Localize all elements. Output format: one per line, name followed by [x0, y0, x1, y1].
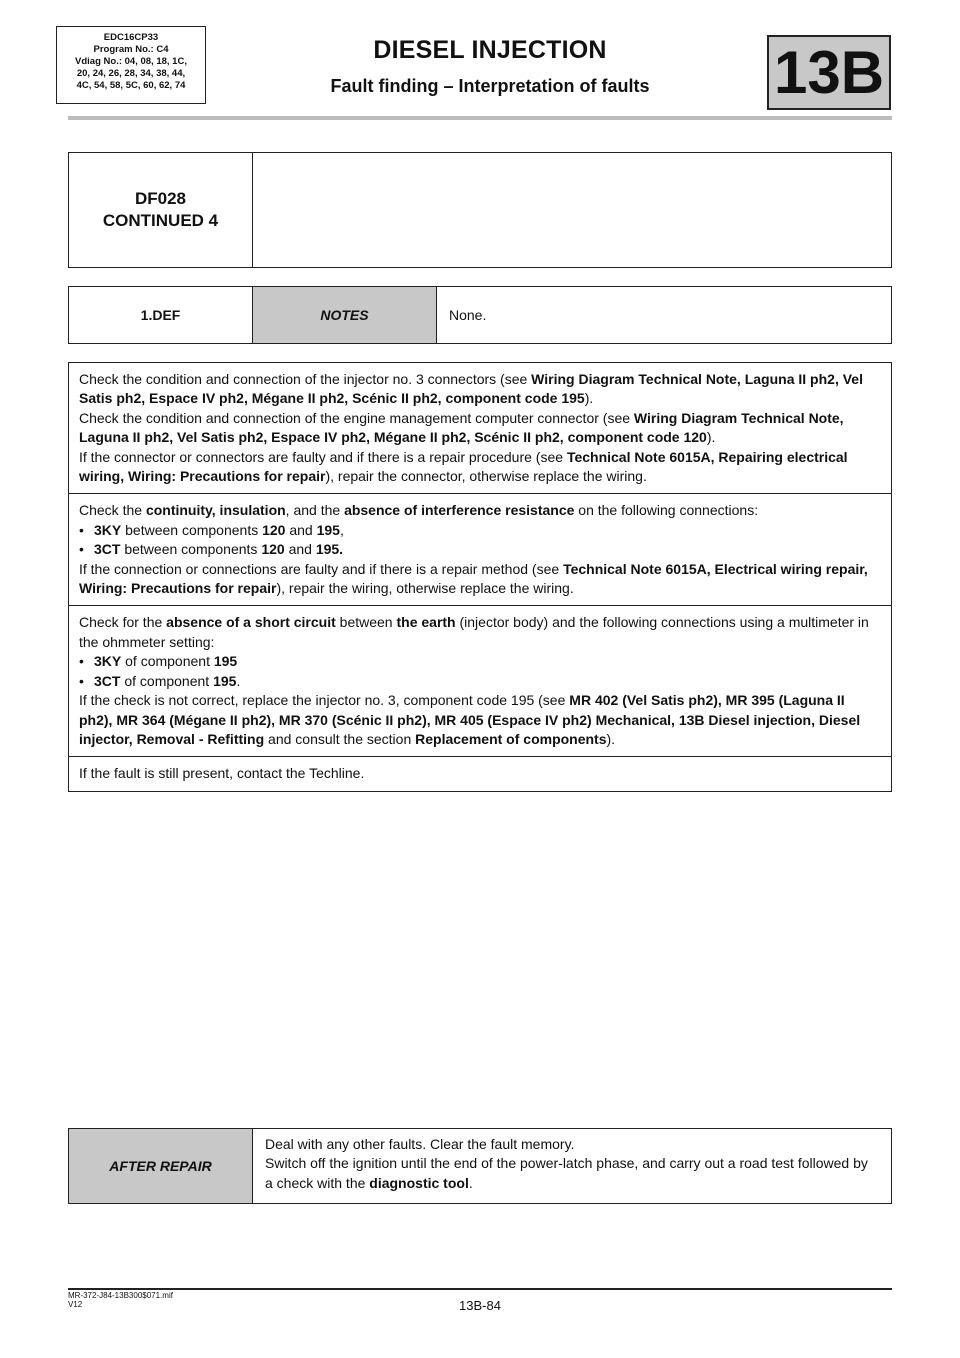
bold-text: MR 402 (Vel Satis ph2), MR 395 (Laguna II ph2), MR 364 (Mégane II ph2), MR 370 (Scénic II ph2), MR 405 (Espace IV ph2) Mechanical, 13B Diesel injection, Diesel injector, Removal - Refitting — [79, 692, 861, 747]
text-run: Check for the — [79, 614, 167, 631]
text-run: (injector body) and the following connections using a multimeter in the ohmmeter setting: — [79, 614, 869, 650]
bold-text: absence of interference resistance — [344, 502, 575, 519]
spec-line: Vdiag No.: 04, 08, 18, 1C, — [75, 56, 187, 67]
text-run: . — [236, 672, 241, 689]
text-run: between components — [121, 521, 263, 538]
fault-code: DF028 — [134, 189, 187, 208]
bullet-icon: • — [79, 653, 84, 670]
text-run: Switch off the ignition until the end of the power-latch phase, and carry out a road test followed by a check with the — [265, 1155, 868, 1191]
page-number: 13B-84 — [459, 1298, 501, 1313]
bold-text: absence of a short circuit — [166, 614, 336, 631]
text-run: If the connector or connectors are faulty and if there is a repair procedure (see — [79, 448, 567, 465]
notes-label: NOTES — [253, 287, 437, 343]
bold-text: 195 — [213, 672, 237, 689]
short-circuit-check-section — [69, 606, 891, 757]
text-run: between — [335, 614, 397, 631]
bold-text: 3CT — [94, 541, 121, 558]
text-run: Deal with any other faults. Clear the fault memory. — [265, 1136, 575, 1152]
fault-code-cell — [69, 153, 253, 267]
after-repair-text — [253, 1129, 891, 1203]
text-run: and — [285, 521, 317, 538]
text-run: ). — [584, 390, 594, 407]
list-item — [79, 672, 881, 691]
bold-text: 120 — [261, 541, 285, 558]
header-divider — [68, 116, 892, 120]
fault-code-box — [68, 152, 892, 268]
list-item — [79, 652, 881, 671]
text-run: Check the condition and connection of the injector no. 3 connectors (see — [79, 371, 532, 387]
footer-divider — [68, 1288, 892, 1290]
rich-text — [79, 691, 881, 749]
fault-state: 1.DEF — [69, 287, 253, 343]
list-item — [79, 521, 881, 540]
text-run: ). — [606, 730, 616, 747]
rich-text — [94, 540, 343, 559]
text-run: , — [339, 521, 344, 538]
text-run: ), repair the wiring, otherwise replace the wiring. — [276, 580, 574, 597]
bullet-icon: • — [79, 521, 84, 538]
text-run: Check the — [79, 502, 146, 519]
spec-line: Program No.: C4 — [93, 44, 169, 55]
bold-text: continuity, insulation — [145, 502, 286, 519]
continuity-check-section — [69, 494, 891, 606]
bold-text: 3CT — [94, 672, 121, 689]
page-subtitle: Fault finding – Interpretation of faults — [330, 76, 650, 96]
text-run: and consult the section — [264, 730, 416, 747]
bold-text: 3KY — [94, 653, 122, 670]
text-run: ), repair the connector, otherwise replace the wiring. — [325, 468, 647, 485]
techline-section — [69, 757, 891, 790]
footer-version: V12 — [68, 1300, 83, 1309]
notes-value: None. — [449, 307, 487, 323]
page-title: DIESEL INJECTION — [373, 36, 607, 64]
spec-line: EDC16CP33 — [103, 32, 159, 43]
bold-text: Wiring Diagram Technical Note, Laguna II ph2, Vel Satis ph2, Espace IV ph2, Mégane II ph2, Scénic II ph2, component code 120 — [79, 409, 844, 446]
text-run: If the check is not correct, replace the injector no. 3, component code 195 (see — [79, 692, 570, 709]
bold-text: diagnostic tool — [369, 1174, 469, 1191]
text-run: of component — [121, 653, 214, 670]
footer-reference — [68, 1291, 173, 1309]
rich-text — [94, 521, 344, 540]
bullet-icon: • — [79, 541, 84, 558]
notes-row — [68, 286, 892, 344]
procedure-table — [68, 362, 892, 792]
rich-text — [94, 652, 237, 671]
text-run: on the following connections: — [574, 502, 759, 519]
after-repair-box — [68, 1128, 892, 1204]
footer-file-ref: MR-372-J84-13B300$071.mif — [68, 1291, 173, 1300]
text-run: between components — [120, 541, 262, 558]
bold-text: the earth — [396, 614, 456, 631]
bullet-icon: • — [79, 672, 84, 689]
after-repair-label: AFTER REPAIR — [69, 1129, 253, 1203]
rich-text — [265, 1154, 879, 1193]
bold-text: Replacement of components — [415, 730, 607, 747]
text-run: If the connection or connections are faulty and if there is a repair method (see — [79, 560, 564, 577]
bold-text: 3KY — [94, 521, 122, 538]
text-run: Check the condition and connection of the engine management computer connector (see — [79, 409, 634, 426]
rich-text — [79, 560, 881, 599]
text-run: ). — [706, 429, 716, 446]
fault-continued-label: CONTINUED 4 — [102, 211, 219, 230]
section-code-badge: 13B — [767, 35, 891, 110]
list-item — [79, 540, 881, 559]
text-run: . — [468, 1174, 473, 1191]
text-run: If the fault is still present, contact the Techline. — [79, 765, 365, 782]
rich-text — [79, 764, 881, 783]
rich-text — [265, 1135, 879, 1154]
rich-text — [79, 613, 881, 652]
rich-text — [79, 501, 881, 520]
bold-text: 195. — [315, 541, 344, 558]
bold-text: Technical Note 6015A, Repairing electrical wiring, Wiring: Precautions for repair — [79, 448, 848, 485]
vehicle-spec-box — [56, 26, 206, 104]
spec-line: 20, 24, 26, 28, 34, 38, 44, — [76, 68, 186, 79]
bold-text: Wiring Diagram Technical Note, Laguna II ph2, Vel Satis ph2, Espace IV ph2, Mégane II ph2, Scénic II ph2, component code 195 — [79, 371, 863, 407]
rich-text — [79, 370, 881, 486]
bold-text: Technical Note 6015A, Electrical wiring repair, Wiring: Precautions for repair — [79, 560, 868, 597]
bold-text: 195 — [316, 521, 340, 538]
bold-text: 195 — [213, 653, 238, 670]
text-run: , and the — [285, 502, 345, 519]
text-run: of component — [120, 672, 214, 689]
connector-check-section — [69, 363, 891, 494]
spec-line: 4C, 54, 58, 5C, 60, 62, 74 — [76, 80, 186, 91]
text-run: and — [284, 541, 316, 558]
bold-text: 120 — [262, 521, 286, 538]
rich-text — [94, 672, 240, 691]
